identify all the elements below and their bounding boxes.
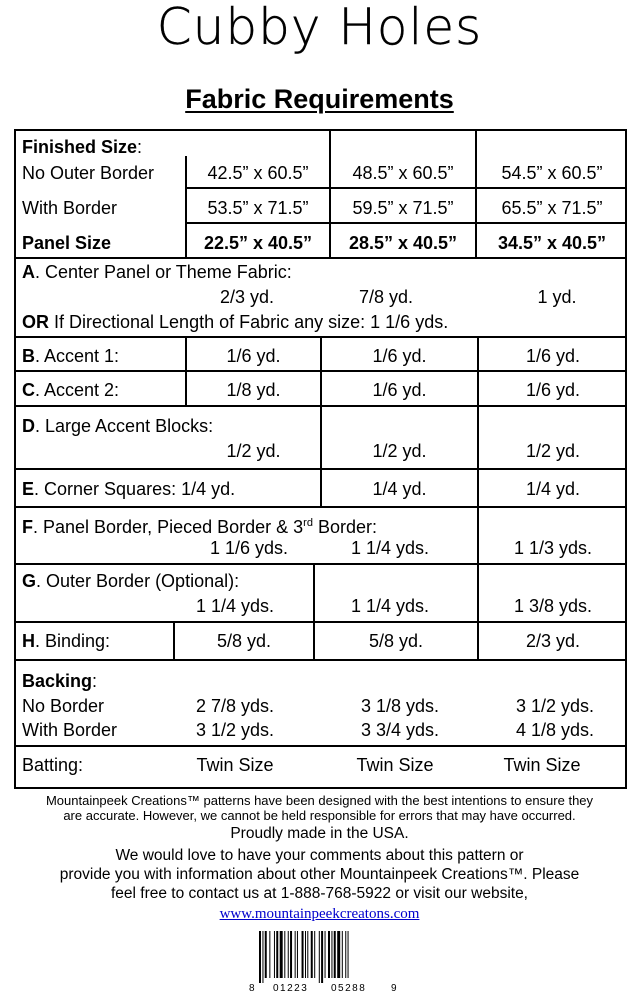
yardage-value: 1 1/4 yds. (195, 596, 275, 616)
row-separator (14, 621, 627, 623)
yardage-value: 1 1/4 yds. (350, 538, 430, 558)
disclaimer-line: are accurate. However, we cannot be held responsible for errors that may have occurred. (63, 808, 576, 823)
yardage-value: 1/2 yd. (372, 441, 427, 461)
barcode-bar (274, 931, 275, 978)
batting-value: Twin Size (503, 755, 581, 775)
size-value: 54.5” x 60.5” (501, 163, 603, 183)
fabric-d-label: D. Large Accent Blocks: (22, 416, 214, 436)
barcode-bar (284, 931, 285, 978)
section-heading: Fabric Requirements (185, 84, 454, 114)
barcode-bar (325, 931, 326, 978)
barcode (258, 931, 386, 983)
grid-line (185, 187, 627, 189)
size-value: 28.5” x 40.5” (348, 233, 458, 253)
barcode-bar (269, 931, 270, 978)
yardage-value: 1 1/6 yds. (209, 538, 289, 558)
row-label: No Border (22, 696, 105, 716)
contact-line: provide you with information about other Mountainpeek Creations™. Please (59, 866, 580, 883)
barcode-digit: 8 (249, 983, 255, 994)
barcode-bar (302, 931, 304, 978)
barcode-bar (307, 931, 308, 978)
barcode-bar (311, 931, 313, 978)
row-separator (14, 659, 627, 661)
fabric-a-label: A. Center Panel or Theme Fabric: (22, 262, 292, 282)
barcode-bar (305, 931, 306, 978)
row-label: With Border (22, 720, 118, 740)
row-label: Panel Size (22, 233, 112, 253)
yardage-value: 1/6 yd. (372, 346, 427, 366)
yardage-value: 1/6 yd. (525, 380, 581, 400)
contact-line: feel free to contact us at 1-888-768-5922 or visit our website, (110, 885, 528, 902)
barcode-bar (290, 931, 292, 978)
barcode-bar (262, 931, 263, 983)
yardage-value: 5/8 yd. (368, 631, 424, 651)
yardage-value: 3 1/2 yds. (195, 720, 275, 740)
yardage-value: 1/6 yd. (525, 346, 581, 366)
fabric-f-label: F. Panel Border, Pieced Border & 3rd Border: (22, 517, 377, 537)
barcode-bar (297, 931, 298, 978)
size-value: 53.5” x 71.5” (207, 198, 309, 218)
barcode-digits: 05288 (331, 983, 367, 994)
fabric-g-label: G. Outer Border (Optional): (22, 571, 240, 591)
yardage-value: 2/3 yd. (219, 287, 275, 307)
barcode-bar (334, 931, 336, 978)
yardage-value: 1 1/3 yds. (513, 538, 593, 558)
disclaimer-line: Mountainpeek Creations™ patterns have been designed with the best intentions to ensure they (45, 793, 594, 808)
barcode-bar (319, 931, 320, 983)
fabric-e-label: E. Corner Squares: 1/4 yd. (22, 479, 236, 499)
size-value: 42.5” x 60.5” (207, 163, 309, 183)
yardage-value: 3 1/2 yds. (515, 696, 595, 716)
barcode-bar (280, 931, 283, 978)
grid-line (185, 222, 627, 224)
yardage-value: 1/6 yd. (226, 346, 281, 366)
barcode-digits: 01223 (273, 983, 309, 994)
size-value: 34.5” x 40.5” (497, 233, 607, 253)
barcode-digit: 9 (391, 983, 397, 994)
barcode-bar (288, 931, 289, 978)
yardage-value: 3 1/8 yds. (360, 696, 440, 716)
barcode-bar (348, 931, 349, 978)
barcode-bar (331, 931, 332, 978)
yardage-value: 3 3/4 yds. (360, 720, 440, 740)
yardage-value: 1/2 yd. (226, 441, 281, 461)
yardage-value: 1 3/8 yds. (513, 596, 593, 616)
batting-value: Twin Size (196, 755, 274, 775)
barcode-bar (328, 931, 330, 978)
website-link[interactable]: www.mountainpeekcreatons.com (219, 906, 420, 922)
barcode-bar (276, 931, 278, 978)
pattern-title: Cubby Holes (156, 0, 483, 56)
backing-heading: Backing: (22, 671, 98, 691)
yardage-value: 1/2 yd. (525, 441, 581, 461)
made-in-usa: Proudly made in the USA. (230, 825, 409, 842)
yardage-value: 1 yd. (537, 287, 577, 307)
yardage-value: 1/4 yd. (372, 479, 427, 499)
row-separator (14, 745, 627, 747)
yardage-value: 2 7/8 yds. (195, 696, 275, 716)
yardage-value: 1/8 yd. (226, 380, 281, 400)
directional-note: OR If Directional Length of Fabric any size: 1 1/6 yds. (22, 312, 449, 332)
batting-value: Twin Size (356, 755, 434, 775)
contact-line: We would love to have your comments about this pattern or (115, 847, 524, 864)
size-value: 59.5” x 71.5” (352, 198, 454, 218)
size-value: 65.5” x 71.5” (501, 198, 603, 218)
fabric-c-label: C. Accent 2: (22, 380, 120, 400)
barcode-bar (321, 931, 323, 983)
row-label: With Border (22, 198, 118, 218)
yardage-value: 5/8 yd. (216, 631, 272, 651)
barcode-bar (314, 931, 315, 978)
size-value: 22.5” x 40.5” (203, 233, 313, 253)
barcode-bar (259, 931, 261, 983)
yardage-value: 4 1/8 yds. (515, 720, 595, 740)
barcode-bar (265, 931, 267, 978)
batting-label: Batting: (22, 755, 84, 775)
yardage-value: 2/3 yd. (525, 631, 581, 651)
barcode-bar (295, 931, 296, 978)
barcode-bar (342, 931, 343, 978)
fabric-h-label: H. Binding: (22, 631, 111, 651)
fabric-b-label: B. Accent 1: (22, 346, 120, 366)
barcode-bar (345, 931, 346, 978)
finished-size-heading: Finished Size: (22, 137, 143, 157)
yardage-value: 1/6 yd. (372, 380, 427, 400)
size-value: 48.5” x 60.5” (352, 163, 454, 183)
barcode-bar (337, 931, 340, 978)
yardage-value: 1 1/4 yds. (350, 596, 430, 616)
grid-line (313, 563, 315, 621)
row-label: No Outer Border (22, 163, 155, 183)
yardage-value: 7/8 yd. (358, 287, 414, 307)
row-separator (14, 506, 627, 508)
row-separator (14, 563, 627, 565)
yardage-value: 1/4 yd. (525, 479, 581, 499)
row-separator (14, 257, 627, 259)
